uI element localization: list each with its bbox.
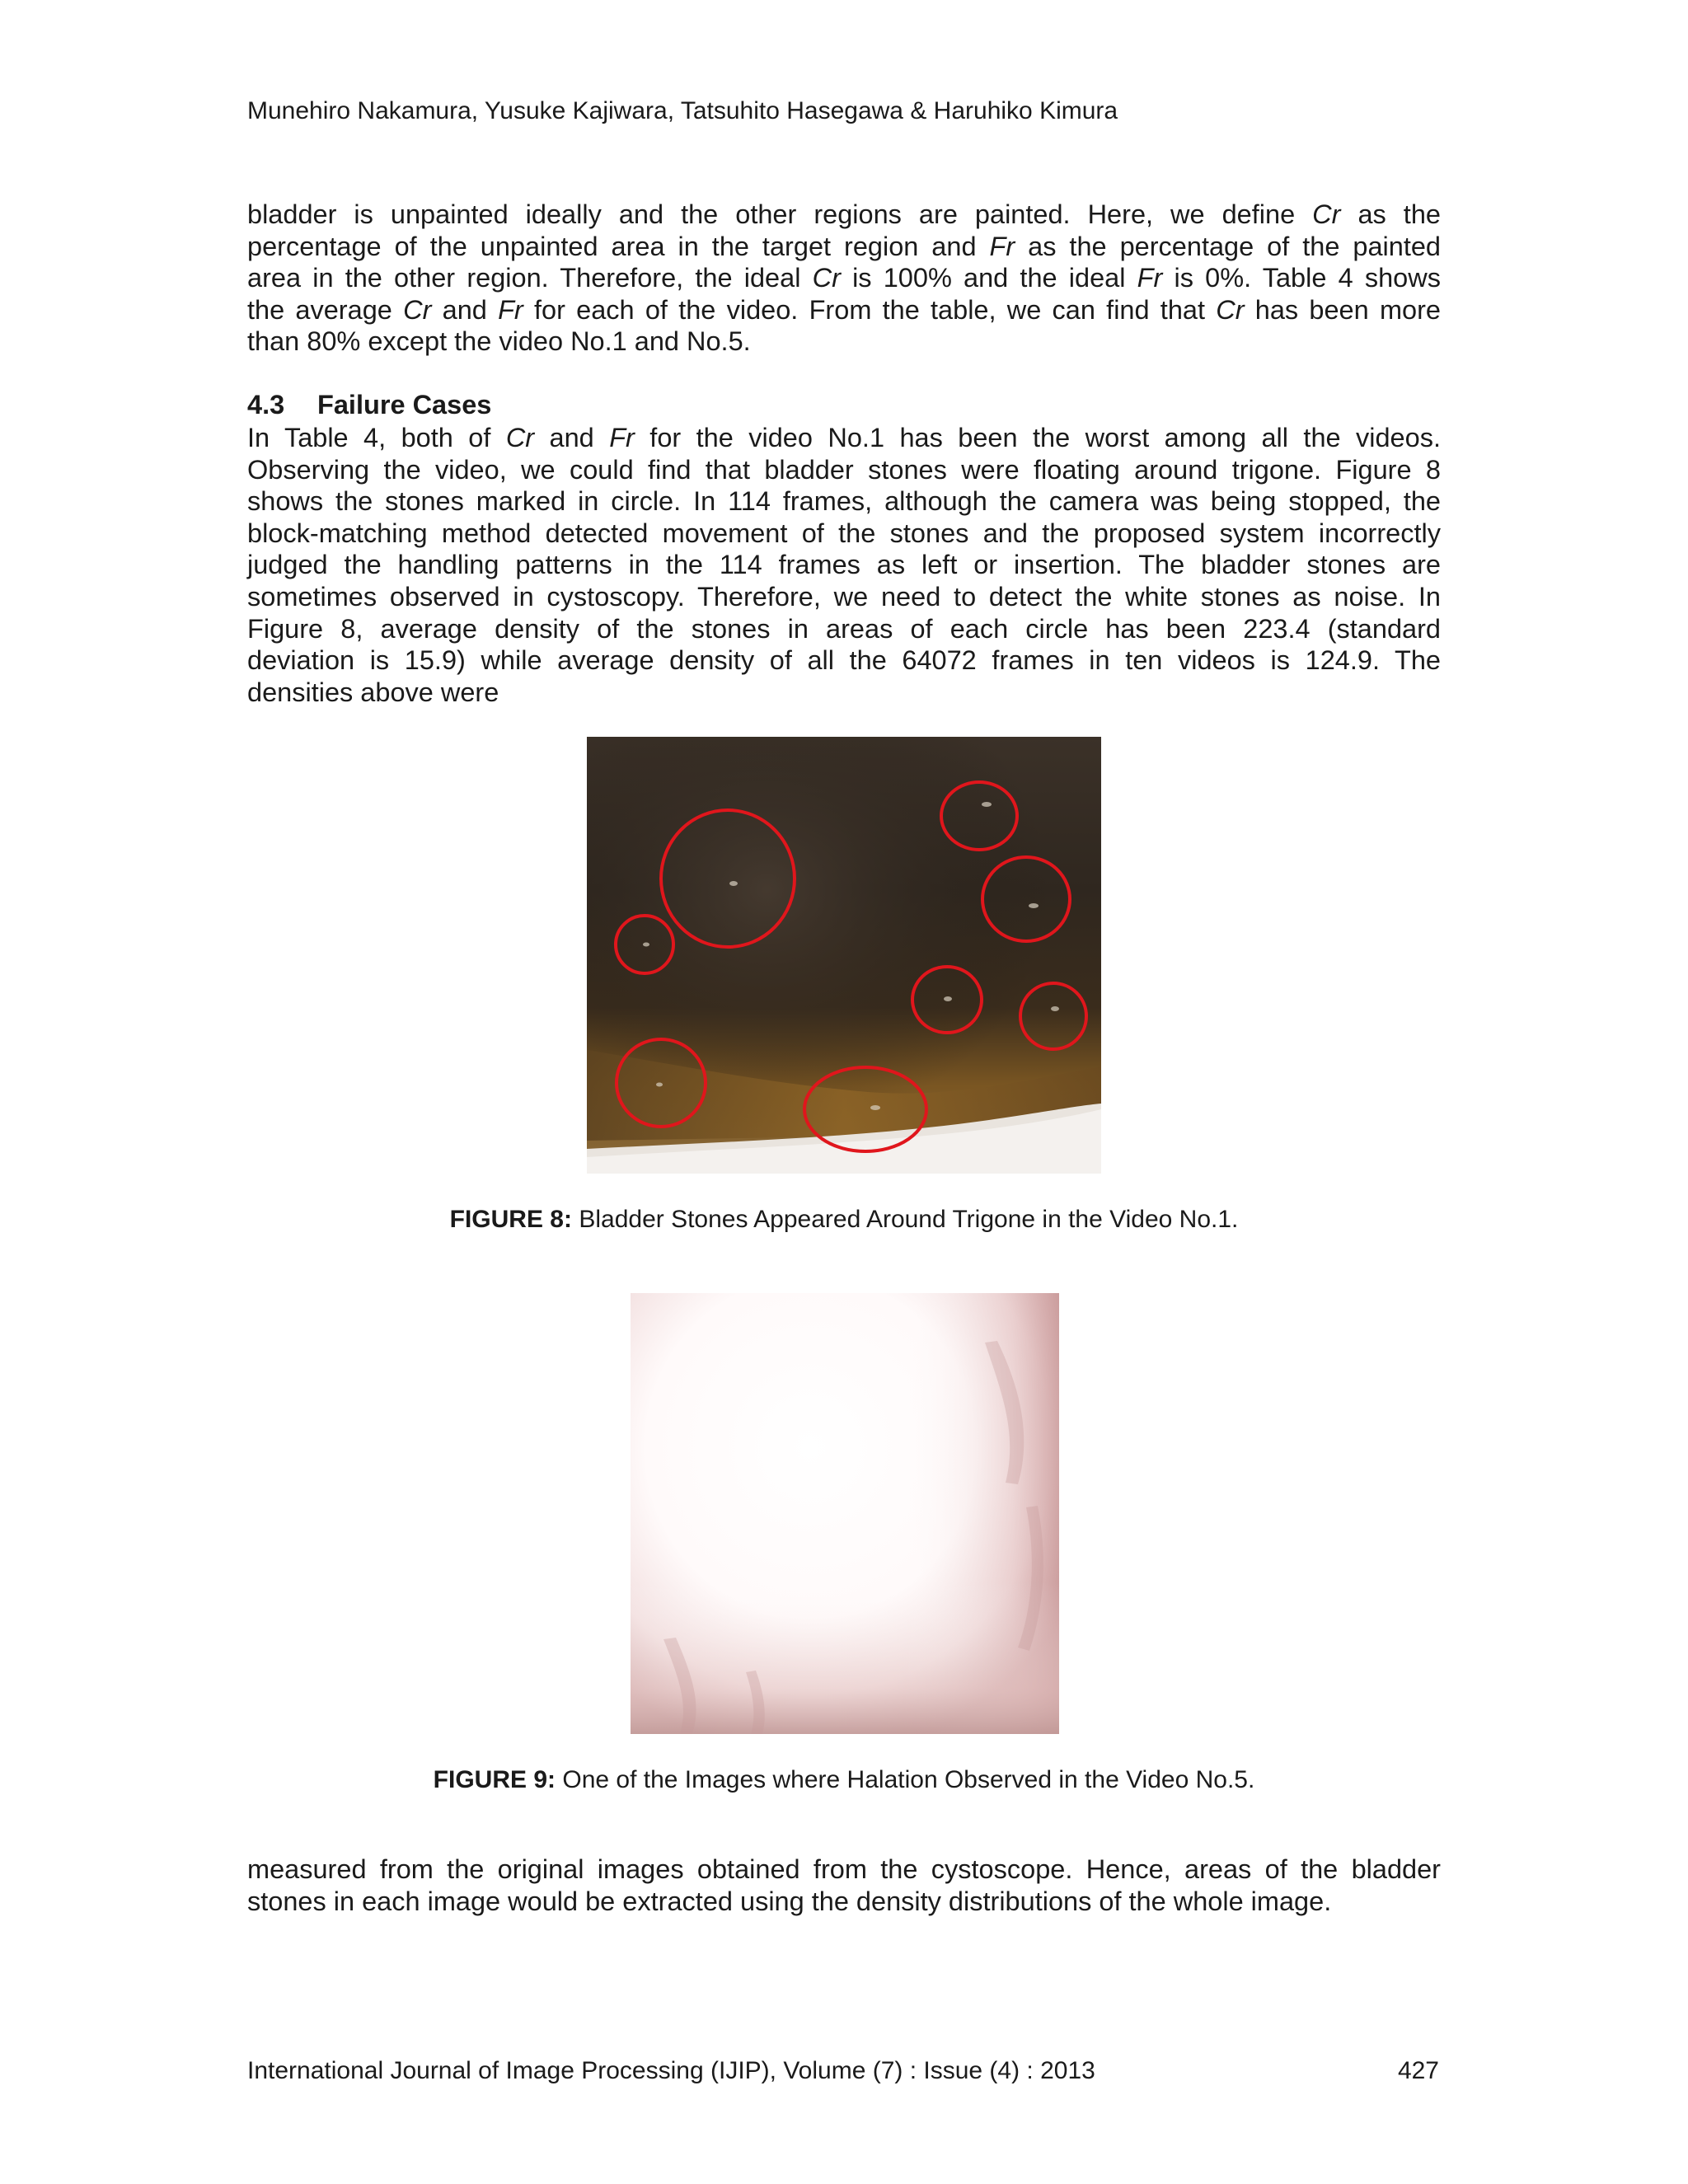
text-line: In Table 4, both of Cr and Fr for the video No.1 has been the worst among all the videos.	[247, 423, 1441, 452]
italic-term: Cr	[1312, 199, 1341, 229]
running-header: Munehiro Nakamura, Yusuke Kajiwara, Tatsuhito Hasegawa & Haruhiko Kimura	[247, 97, 1118, 124]
italic-term: Cr	[812, 263, 841, 293]
paragraph-2	[247, 422, 1441, 708]
text-line: percentage of the unpainted area in the target region and Fr as the percentage of the painted	[247, 231, 1441, 261]
figure-8-caption-text: Bladder Stones Appeared Around Trigone in the Video No.1.	[572, 1206, 1239, 1233]
text-line: stones in each image would be extracted using the density distributions of the whole image.	[247, 1886, 1332, 1916]
italic-term: Fr	[498, 294, 523, 325]
paragraph-1	[247, 199, 1441, 358]
italic-term: Fr	[1137, 263, 1163, 293]
figure-9-caption-text: One of the Images where Halation Observed in the Video No.5.	[556, 1766, 1255, 1793]
text-line: area in the other region. Therefore, the ideal Cr is 100% and the ideal Fr is 0%. Table 4 shows	[247, 263, 1441, 293]
italic-term: Cr	[505, 423, 535, 452]
text-line: densities above were	[247, 677, 499, 707]
text-line: Figure 8, average density of the stones in areas of each circle has been 223.4 (standard	[247, 613, 1441, 644]
text-line: measured from the original images obtained from the cystoscope. Hence, areas of the bladder	[247, 1854, 1441, 1884]
section-number: 4.3	[247, 390, 285, 419]
page-number: 427	[1397, 2057, 1439, 2084]
text-line: block-matching method detected movement of the stones and the proposed system incorrectly	[247, 518, 1441, 548]
section-title: Failure Cases	[317, 390, 492, 419]
text-line: bladder is unpainted ideally and the other regions are painted. Here, we define Cr as the	[247, 199, 1441, 229]
paragraph-3	[247, 1854, 1441, 1917]
figure-8-caption	[0, 1206, 1688, 1234]
italic-term: Fr	[989, 231, 1015, 261]
text-line: judged the handling patterns in the 114 frames as left or insertion. The bladder stones are	[247, 550, 1441, 580]
italic-term: Cr	[403, 294, 432, 325]
footer-journal: International Journal of Image Processing (IJIP), Volume (7) : Issue (4) : 2013	[247, 2057, 1095, 2084]
text-line: than 80% except the video No.1 and No.5.	[247, 326, 751, 357]
italic-term: Cr	[1216, 294, 1245, 325]
italic-term: Fr	[609, 423, 635, 452]
text-line: deviation is 15.9) while average density of all the 64072 frames in ten videos is 124.9. The	[247, 645, 1441, 676]
text-line: Observing the video, we could find that bladder stones were floating around trigone. Figure 8	[247, 454, 1441, 485]
figure-9-caption	[0, 1766, 1688, 1794]
text-line: sometimes observed in cystoscopy. Therefore, we need to detect the white stones as noise. In	[247, 581, 1441, 612]
figure-9-image	[631, 1293, 1059, 1734]
figure-8-label: FIGURE 8:	[449, 1206, 572, 1233]
text-line: shows the stones marked in circle. In 114 frames, although the camera was being stopped, the	[247, 486, 1441, 517]
figure-8-image	[587, 737, 1101, 1174]
figure-9-label: FIGURE 9:	[433, 1766, 556, 1793]
section-heading	[247, 390, 491, 420]
text-line: the average Cr and Fr for each of the video. From the table, we can find that Cr has been more	[247, 294, 1441, 325]
